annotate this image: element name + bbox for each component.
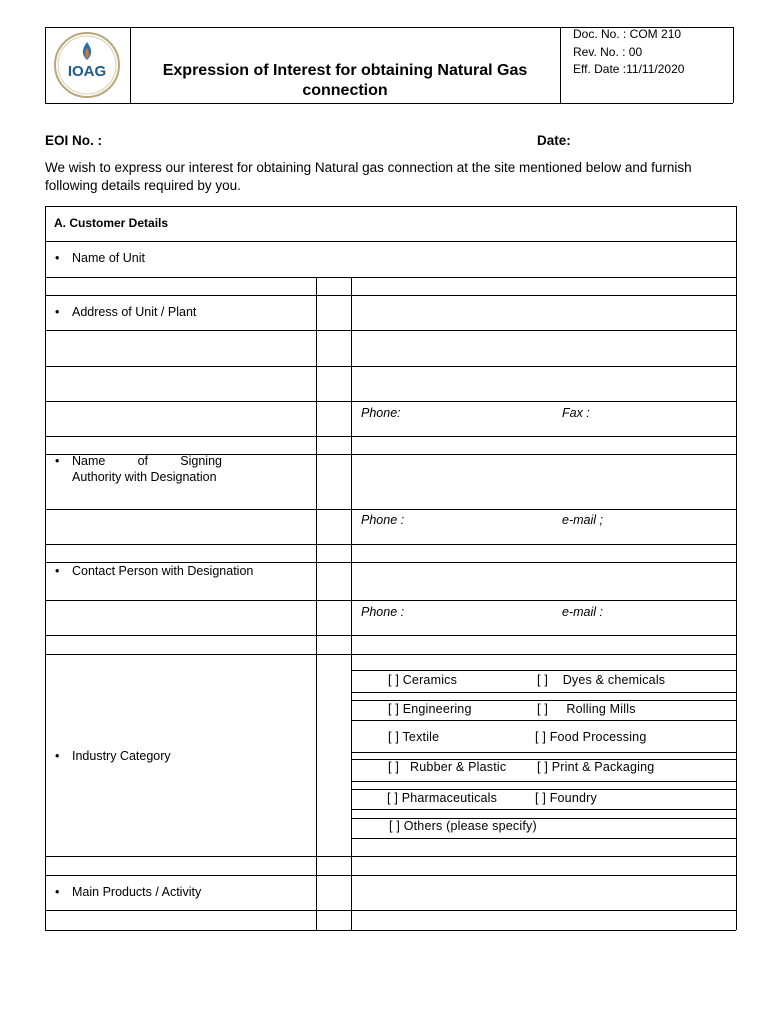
category-engineering-option[interactable]: [ ] Engineering — [388, 702, 472, 716]
category-textile-option[interactable]: [ ] Textile — [388, 730, 440, 744]
industry-category-label: • Industry Category — [72, 749, 171, 763]
category-rubber-plastic-option[interactable]: [ ] Rubber & Plastic — [388, 760, 507, 774]
main-products-field[interactable] — [352, 876, 735, 909]
category-pharmaceuticals-option[interactable]: [ ] Pharmaceuticals — [387, 791, 498, 805]
category-ceramics-option[interactable]: [ ] Ceramics — [388, 673, 458, 687]
category-foundry-option[interactable]: [ ] Foundry — [535, 791, 597, 805]
category-print-packaging-option[interactable]: [ ] Print & Packaging — [537, 760, 655, 774]
eoi-number-label: EOI No. : — [45, 133, 102, 148]
intro-text-line-1: We wish to express our interest for obtaining Natural gas connection at the site mentioned below and furnish — [45, 160, 692, 175]
title-line-1: Expression of Interest for obtaining Natural Gas — [162, 62, 528, 79]
name-of-unit-field[interactable] — [352, 242, 735, 276]
signing-authority-label-line-2: Authority with Designation — [72, 470, 217, 484]
company-logo — [52, 30, 122, 100]
main-products-label: • Main Products / Activity — [72, 885, 201, 899]
logo-text: IOAG — [67, 63, 107, 80]
contact-person-field[interactable] — [352, 563, 735, 599]
contact-person-label: • Contact Person with Designation — [72, 564, 253, 578]
date-label: Date: — [537, 133, 571, 148]
email-label-signing: e-mail ; — [562, 513, 603, 527]
category-food-processing-option[interactable]: [ ] Food Processing — [535, 730, 647, 744]
page-title — [130, 61, 560, 101]
phone-label-address: Phone: — [361, 406, 401, 420]
fax-label-address: Fax : — [562, 406, 590, 420]
address-field-1[interactable] — [352, 296, 735, 329]
revision-number: Rev. No. : 00 — [573, 45, 643, 59]
category-dyes-chemicals-option[interactable]: [ ] Dyes & chemicals — [537, 673, 666, 687]
effective-date: Eff. Date :11/11/2020 — [573, 62, 685, 76]
signing-authority-field[interactable] — [352, 455, 735, 508]
category-others-option[interactable]: [ ] Others (please specify) — [389, 819, 537, 833]
section-a-heading: A. Customer Details — [54, 216, 169, 230]
title-line-2: connection — [302, 82, 388, 99]
intro-text-line-2: following details required by you. — [45, 178, 241, 193]
category-rolling-mills-option[interactable]: [ ] Rolling Mills — [537, 702, 636, 716]
address-field-3[interactable] — [352, 367, 735, 400]
doc-number: Doc. No. : COM 210 — [573, 27, 682, 41]
signing-authority-label-line-1: • Name of Signing — [72, 454, 222, 468]
phone-label-signing: Phone : — [361, 513, 405, 527]
name-of-unit-label: • Name of Unit — [72, 251, 145, 265]
email-label-contact: e-mail : — [562, 605, 603, 619]
address-label: • Address of Unit / Plant — [72, 305, 196, 319]
address-field-2[interactable] — [352, 331, 735, 365]
phone-label-contact: Phone : — [361, 605, 405, 619]
